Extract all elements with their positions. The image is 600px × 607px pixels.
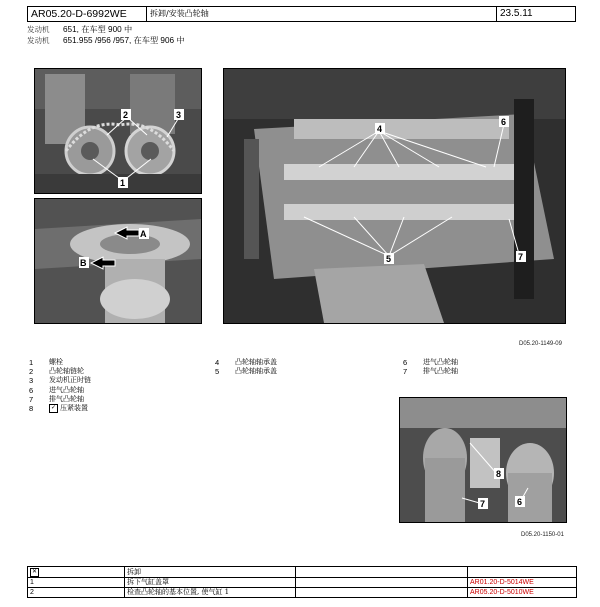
section-label: 拆卸: [125, 567, 296, 578]
document-header: [27, 6, 576, 22]
procedure-table: [27, 566, 577, 598]
legend-column-3: [403, 358, 458, 376]
callout-label: 4: [377, 124, 383, 134]
step-reference-link[interactable]: AR05.20-D-5010WE: [468, 588, 577, 598]
photo-cylinder-head: [223, 68, 566, 324]
legend-column-2: [215, 358, 277, 376]
tool-icon: ✕: [28, 567, 125, 578]
legend-item: 2 凸轮轴链轮: [29, 367, 84, 377]
callout-label: 7: [480, 499, 486, 509]
applicability-line-1: [27, 24, 132, 35]
photo-alignment-marks: [34, 198, 202, 324]
doc-title: 拆卸/安装凸轮轴: [147, 7, 497, 21]
callout-label: 5: [386, 254, 392, 264]
figure-code: D05.20-1150-01: [521, 532, 564, 538]
legend-item: 3 发动机正时链: [29, 376, 91, 386]
callout-label: 2: [123, 110, 129, 120]
legend-item: 8 ✓ 压紧装置: [29, 404, 88, 414]
applicability-label: 发动机: [27, 36, 50, 45]
figure-code: D05.20-1149-09: [519, 341, 562, 347]
table-header-row: [28, 567, 577, 578]
applicability-value: 651.955 /956 /957, 在车型 906 中: [63, 36, 185, 45]
step-number: 2: [28, 588, 125, 598]
step-text: 拆下气缸盖罩: [125, 578, 296, 588]
callout-label: 3: [176, 110, 182, 120]
legend-item: 7 排气凸轮轴: [29, 394, 84, 404]
legend-column-1: [29, 358, 91, 413]
photo-timing-sprockets: [34, 68, 202, 194]
legend-item: 4 凸轮轴轴承盖: [215, 358, 277, 367]
tool-icon: ✓: [50, 405, 57, 412]
doc-id: AR05.20-D-6992WE: [28, 7, 147, 21]
applicability-label: 发动机: [27, 25, 50, 34]
doc-date: 23.5.11: [500, 8, 533, 19]
legend-item: 1 螺栓: [29, 358, 63, 367]
applicability-line-2: [27, 35, 185, 46]
table-row: [28, 588, 577, 598]
step-note: [296, 588, 468, 598]
photo-camshaft-clamp: [399, 397, 567, 523]
callout-label: A: [140, 229, 147, 239]
table-row: [28, 578, 577, 588]
legend-item: 5 凸轮轴轴承盖: [215, 367, 277, 377]
legend-item: 7 排气凸轮轴: [403, 367, 458, 377]
callout-label: B: [80, 258, 87, 268]
step-text: 检查凸轮轴的基本位置, 使气缸 1: [125, 588, 296, 598]
legend-item: 6 进气凸轮轴: [403, 358, 458, 367]
callout-label: 6: [517, 497, 523, 507]
step-reference-link[interactable]: AR01.20-D-5014WE: [468, 578, 577, 588]
applicability-value: 651, 在车型 900 中: [63, 25, 133, 34]
legend-item: 6 进气凸轮轴: [29, 385, 84, 395]
callout-label: 7: [518, 252, 524, 262]
step-number: 1: [28, 578, 125, 588]
callout-label: 6: [501, 117, 507, 127]
step-note: [296, 578, 468, 588]
callout-label: 8: [496, 469, 502, 479]
callout-label: 1: [120, 178, 126, 188]
